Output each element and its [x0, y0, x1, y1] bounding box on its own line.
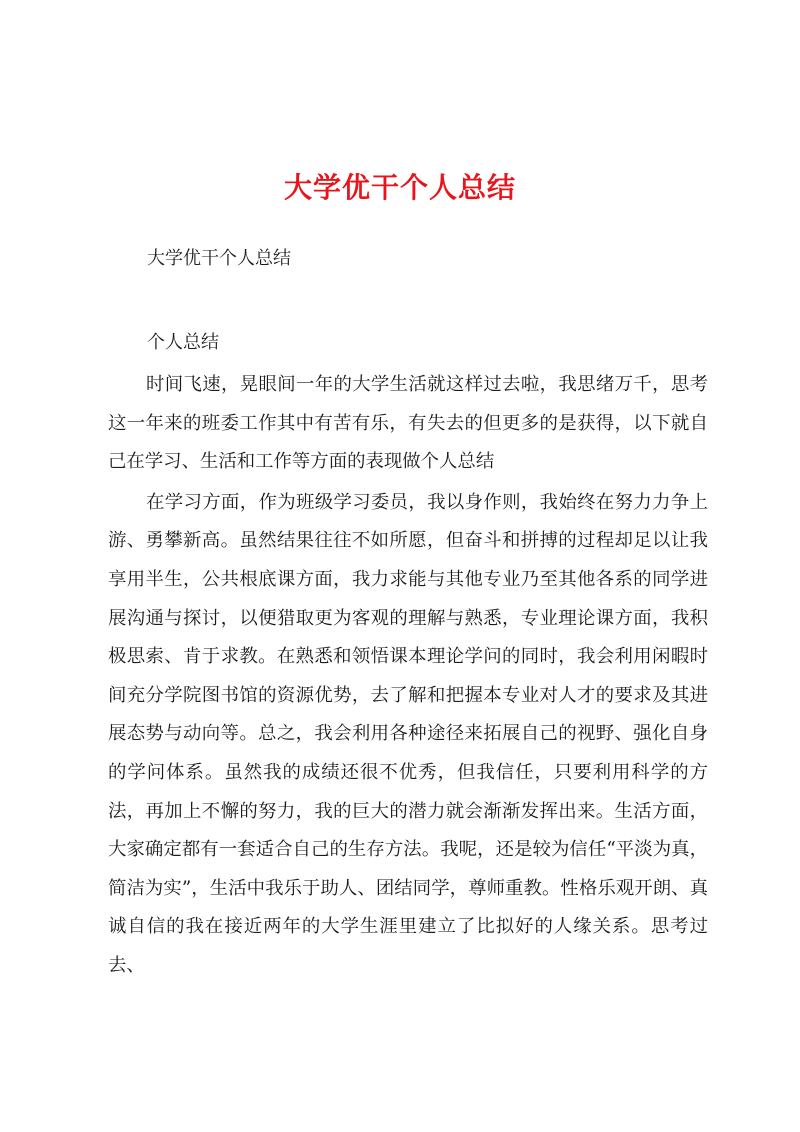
document-subtitle: 大学优干个人总结	[147, 248, 291, 269]
section-heading: 个人总结	[147, 332, 219, 353]
paragraph-study-life: 在学习方面，作为班级学习委员，我以身作则，我始终在努力力争上游、勇攀新高。虽然结果往往不如所愿，但奋斗和拼搏的过程却足以让我享用半生，公共根底课方面，我力求能与其他专业乃至其他各系的同学进展沟通与探讨，以便猎取更为客观的理解与熟悉，专业理论课方面，我积极思索、肯于求教。在熟悉和领悟课本理论学问的同时，我会利用闲暇时间充分学院图书馆的资源优势，去了解和把握本专业对人才的要求及其进展态势与动向等。总之，我会利用各种途径来拓展自己的视野、强化自身的学问体系。虽然我的成绩还很不优秀，但我信任，只要利用科学的方法，再加上不懈的努力，我的巨大的潜力就会渐渐发挥出来。生活方面，大家确定都有一套适合自己的生存方法。我呢，还是较为信任“平淡为真，简洁为实”，生活中我乐于助人、团结同学，尊师重教。性格乐观开朗、真诚自信的我在接近两年的大学生涯里建立了比拟好的人缘关系。思考过去、	[108, 491, 708, 976]
body-text	[108, 366, 708, 986]
paragraph-intro: 时间飞速，晃眼间一年的大学生活就这样过去啦，我思绪万千，思考这一年来的班委工作其中有苦有乐，有失去的但更多的是获得，以下就自己在学习、生活和工作等方面的表现做个人总结	[108, 374, 708, 473]
document-title: 大学优干个人总结	[283, 171, 516, 204]
